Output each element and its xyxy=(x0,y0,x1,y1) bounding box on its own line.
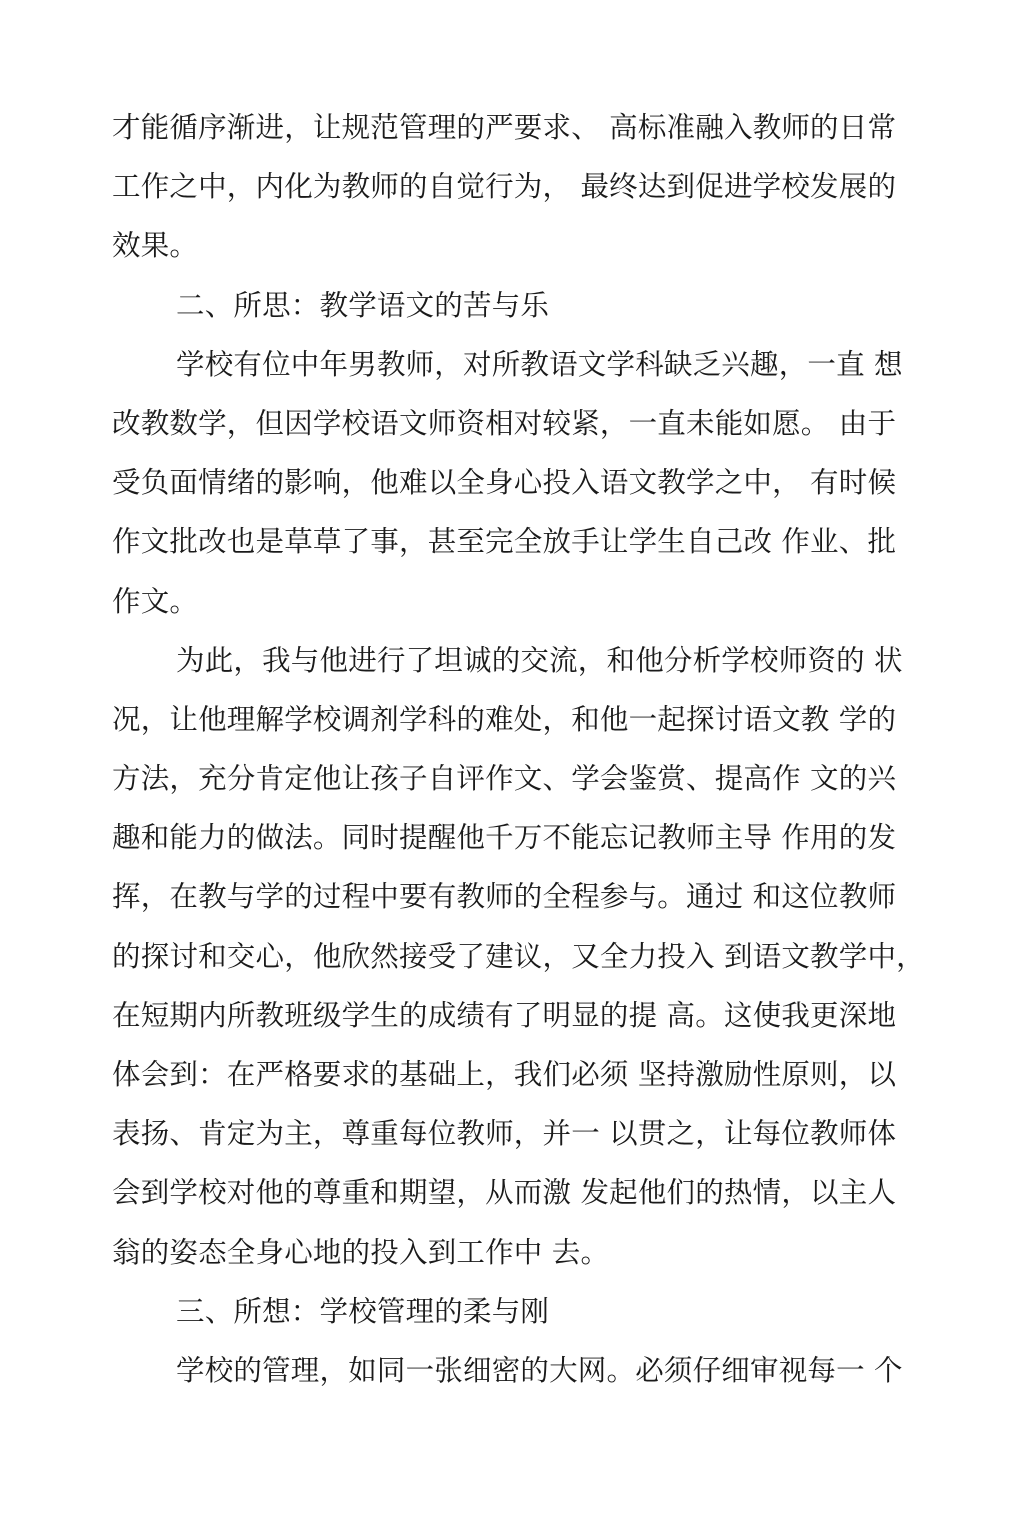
text-line: 作文。 xyxy=(112,584,199,618)
text-line: 在短期内所教班级学生的成绩有了明显的提 高。这使我更深地 xyxy=(112,998,897,1032)
text-line: 挥，在教与学的过程中要有教师的全程参与。通过 和这位教师 xyxy=(112,880,897,914)
text-line: 的探讨和交心，他欣然接受了建议，又全力投入 到语文教学中， xyxy=(112,939,925,973)
text-line: 体会到：在严格要求的基础上，我们必须 坚持激励性原则，以 xyxy=(112,1058,897,1091)
text-line: 效果。 xyxy=(112,229,199,263)
text-line: 受负面情绪的影响，他难以全身心投入语文教学之中， 有时候 xyxy=(112,466,897,500)
text-line: 作文批改也是草草了事，甚至完全放手让学生自己改 作业、批 xyxy=(112,525,897,559)
text-line: 翁的姿态全身心地的投入到工作中 去。 xyxy=(112,1235,610,1269)
section-heading: 二、所思：教学语文的苦与乐 xyxy=(176,288,550,322)
text-line: 会到学校对他的尊重和期望，从而激 发起他们的热情，以主人 xyxy=(112,1176,897,1210)
text-line: 趣和能力的做法。同时提醒他千万不能忘记教师主导 作用的发 xyxy=(112,821,897,855)
text-line: 才能循序渐进，让规范管理的严要求、 高标准融入教师的日常 xyxy=(112,111,897,144)
text-line: 方法，充分肯定他让孩子自评作文、学会鉴赏、提高作 文的兴 xyxy=(112,762,897,796)
text-line: 表扬、肯定为主，尊重每位教师，并一 以贯之，让每位教师体 xyxy=(112,1117,897,1151)
paragraph-start: 学校的管理，如同一张细密的大网。必须仔细审视每一 个 xyxy=(176,1353,903,1387)
text-line: 工作之中，内化为教师的自觉行为， 最终达到促进学校发展的 xyxy=(112,170,897,204)
paragraph-start: 为此，我与他进行了坦诚的交流，和他分析学校师资的 状 xyxy=(176,643,903,677)
section-heading: 三、所想：学校管理的柔与刚 xyxy=(176,1294,550,1328)
text-line: 改教数学，但因学校语文师资相对较紧，一直未能如愿。 由于 xyxy=(112,406,897,440)
body-text xyxy=(112,98,925,1400)
text-line: 况，让他理解学校调剂学科的难处，和他一起探讨语文教 学的 xyxy=(112,702,897,736)
paragraph-start: 学校有位中年男教师，对所教语文学科缺乏兴趣，一直 想 xyxy=(176,347,903,381)
